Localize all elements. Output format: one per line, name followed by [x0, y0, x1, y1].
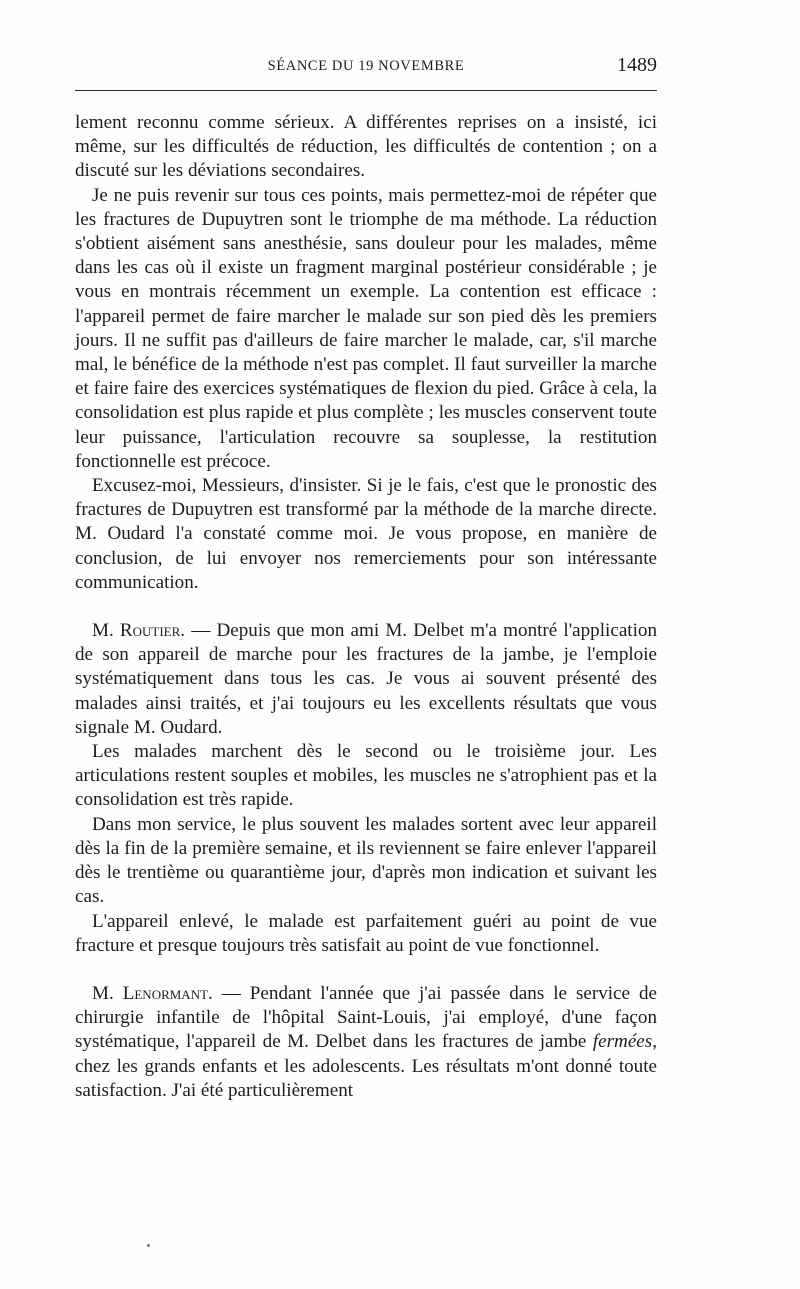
- body-text: [75, 111, 657, 1103]
- paragraph-text: — Depuis que mon ami M. Delbet m'a montré l'application de son appareil de marche pour les fractures de la jambe, je l'emploie systématiquement dans tous les cas. Je vous ai souvent présenté des malades ainsi traités, et j'ai toujours eu les excellents résultats que vous signale M. Oudard.: [75, 620, 657, 738]
- header-rule: [75, 90, 657, 91]
- ink-speck: [147, 1244, 150, 1247]
- paragraph-text: Excusez-moi, Messieurs, d'insister. Si je le fais, c'est que le pronostic des fractures de Dupuytren est transformé par la méthode de la marche directe. M. Oudard l'a constaté comme moi. Je vous propose, en manière de conclusion, de lui envoyer nos remerciements pour son intéressante communication.: [75, 475, 657, 593]
- speaker-name: M. Lenormant.: [92, 982, 213, 1004]
- paragraph: [75, 813, 657, 910]
- paragraph-text: — Pendant l'année que j'ai passée dans le service de chirurgie infantile de l'hôpital Saint-Louis, j'ai employé, d'une façon systématique, l'appareil de M. Delbet dans les fractures de jambe: [75, 982, 657, 1053]
- running-title: SÉANCE DU 19 NOVEMBRE: [267, 58, 465, 74]
- paragraph-text: lement reconnu comme sérieux. A différentes reprises on a insisté, ici même, sur les difficultés de réduction, les difficultés de contention ; on a discuté sur les déviations secondaires.: [75, 112, 657, 182]
- paragraph: [75, 740, 657, 813]
- paragraph-text: Dans mon service, le plus souvent les malades sortent avec leur appareil dès la fin de la première semaine, et ils reviennent se faire enlever l'appareil dès le trentième ou quarantième jour, d'après mon indication et suivant les cas.: [75, 813, 657, 908]
- page-number: 1489: [617, 54, 657, 76]
- paragraph-routier: [75, 619, 657, 740]
- paragraph: [75, 474, 657, 595]
- paragraph: [75, 184, 657, 474]
- paragraph-lenormant: [75, 982, 657, 1103]
- paragraph-continued: [75, 111, 657, 184]
- paragraph-text: , chez les grands enfants et les adolescents. Les résultats m'ont donné toute satisfaction. J'ai été particulièrement: [75, 1031, 657, 1101]
- speaker-name: M. Routier.: [92, 620, 186, 642]
- italic-word: fermées: [592, 1031, 653, 1053]
- running-head: [75, 54, 657, 82]
- paragraph-text: Je ne puis revenir sur tous ces points, mais permettez-moi de répéter que les fractures de Dupuytren sont le triomphe de ma méthode. La réduction s'obtient aisément sans anesthésie, sans douleur pour les malades, même dans les cas où il existe un fragment marginal postérieur considérable ; je vous en montrais récemment un exemple. La contention est efficace : l'appareil permet de faire marcher le malade sur son pied dès les premiers jours. Il ne suffit pas d'ailleurs de faire marcher le malade, car, s'il marche mal, le bénéfice de la méthode n'est pas complet. Il faut surveiller la marche et faire faire des exercices systématiques de flexion du pied. Grâce à cela, la consolidation est plus rapide et plus complète ; les muscles conservent toute leur puissance, l'articulation recouvre sa souplesse, la restitution fonctionnelle est précoce.: [75, 184, 657, 472]
- paragraph: [75, 910, 657, 958]
- paragraph-text: Les malades marchent dès le second ou le troisième jour. Les articulations restent souples et mobiles, les muscles ne s'atrophient pas et la consolidation est très rapide.: [75, 741, 657, 811]
- paragraph-text: L'appareil enlevé, le malade est parfaitement guéri au point de vue fracture et presque toujours très satisfait au point de vue fonctionnel.: [75, 910, 657, 956]
